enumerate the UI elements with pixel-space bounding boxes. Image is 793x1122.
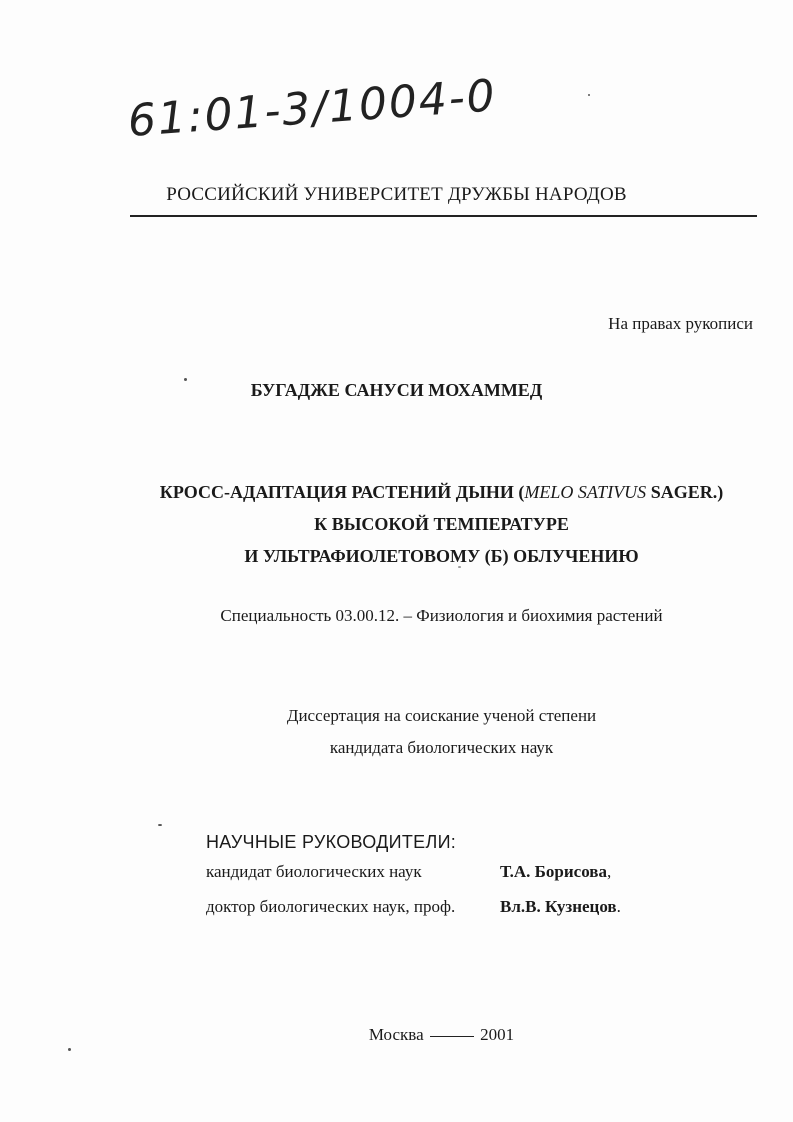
dissertation-line-2: кандидата биологических наук [329,738,554,757]
footer-city: Москва [368,1025,424,1044]
supervisor-name: Т.А. Борисова [500,862,607,881]
dissertation-line-1: Диссертация на соискание ученой степени [286,706,597,725]
footer-city-year [0,1025,793,1045]
header-rule [130,215,757,217]
supervisor-row [206,862,611,882]
footer-dash [430,1036,474,1037]
supervisor-degree: кандидат биологических наук [206,862,422,881]
scan-speck [588,94,590,96]
title-line-2: К ВЫСОКОЙ ТЕМПЕРАТУРЕ [314,514,569,534]
dissertation-title [60,476,793,572]
title-line-3: И УЛЬТРАФИОЛЕТОВОМУ (Б) ОБЛУЧЕНИЮ [244,546,639,566]
university-name: РОССИЙСКИЙ УНИВЕРСИТЕТ ДРУЖБЫ НАРОДОВ [166,184,627,205]
scan-speck [158,824,162,826]
supervisor-name: Вл.В. Кузнецов [500,897,617,916]
title-line-1-pre: КРОСС-АДАПТАЦИЯ РАСТЕНИЙ ДЫНИ ( [159,482,525,502]
supervisor-suffix: , [606,862,612,881]
scan-speck [184,378,187,381]
title-species-italic: MELO SATIVUS [524,482,647,502]
supervisors-heading: НАУЧНЫЕ РУКОВОДИТЕЛИ: [206,832,457,852]
footer-year: 2001 [480,1025,515,1044]
supervisor-degree: доктор биологических наук, проф. [206,897,456,916]
archive-code-handwritten: 61:01-3/1004-0 [126,70,499,147]
rights-note: На правах рукописи [608,314,753,333]
scan-speck [458,566,461,568]
title-line-1 [60,476,793,508]
scan-speck [68,1048,71,1051]
supervisor-suffix: . [616,897,621,916]
title-line-1-post: SAGER.) [646,482,724,502]
dissertation-degree [0,700,793,764]
specialty-line: Специальность 03.00.12. – Физиология и биохимия растений [220,606,663,625]
supervisor-row [206,897,621,917]
author-name: БУГАДЖЕ САНУСИ МОХАММЕД [250,380,543,400]
